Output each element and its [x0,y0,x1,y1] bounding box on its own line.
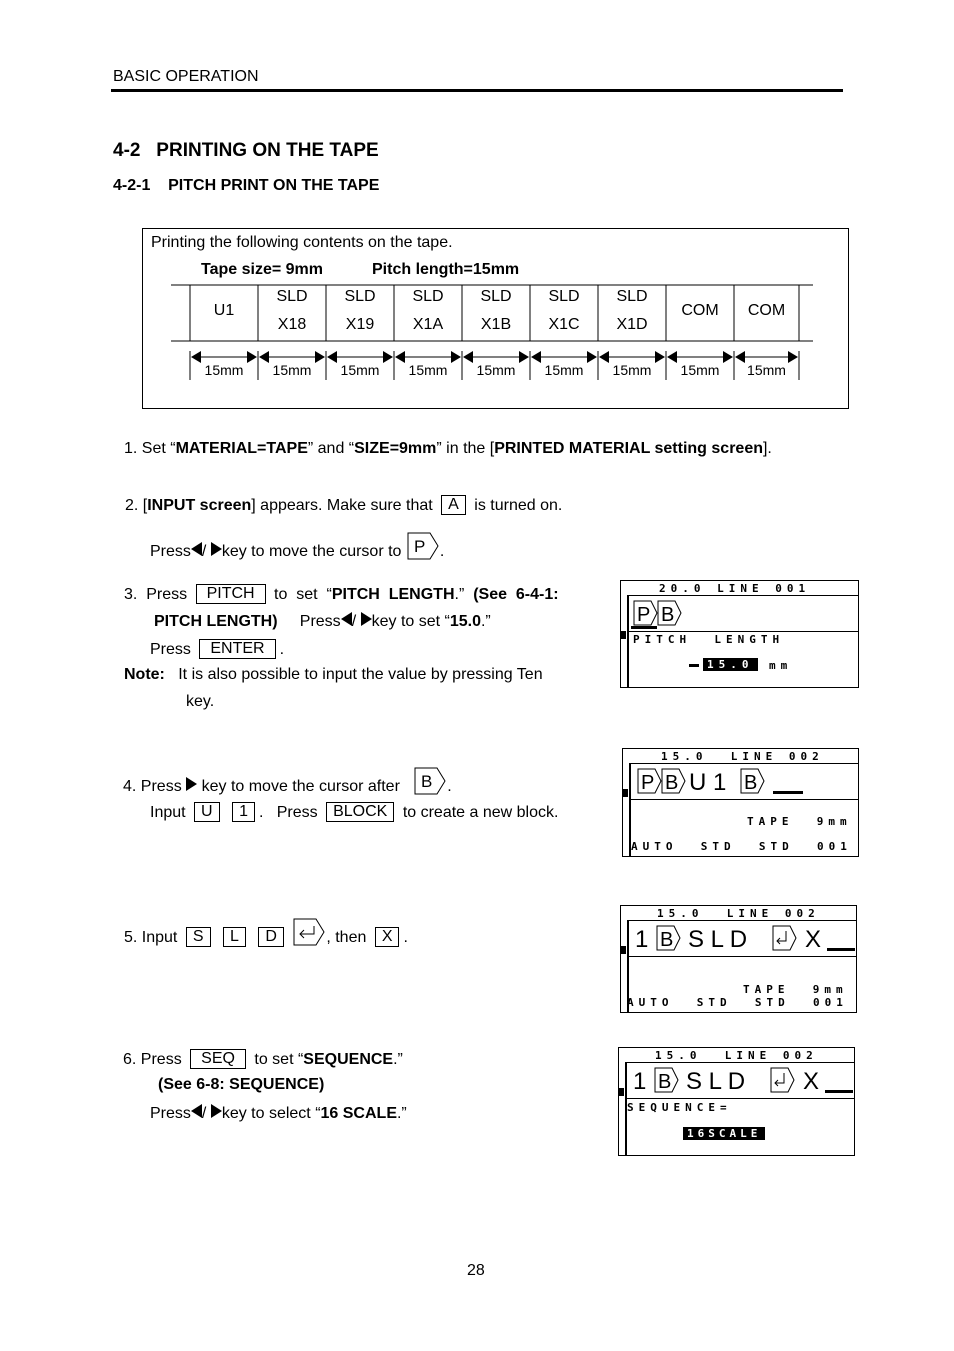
cell-bottom-label: X1C [548,316,580,333]
svg-text:B: B [661,604,675,626]
cell-bottom-label: X18 [277,316,307,333]
left-arrow-icon [191,1104,202,1118]
lcd-screen-4 [618,1047,855,1156]
lcd-bottom: AUTO STD STD 001 [627,996,848,1009]
svg-text:B: B [660,929,674,951]
step-4-line2: Input U 1 . Press BLOCK to create a new block. [150,803,559,821]
key-s: S [186,927,211,947]
svg-text:P: P [641,772,655,794]
cell-label: COM [681,302,719,319]
key-u: U [194,802,220,822]
svg-text:B: B [658,1071,672,1093]
lcd-unit: mm [769,659,793,672]
lcd-label: PITCH LENGTH [633,633,785,646]
right-arrow-icon [211,1104,222,1118]
section-title: 4-2 PRINTING ON THE TAPE [113,140,379,161]
lcd-tape: TAPE 9mm [743,983,848,996]
lcd-status: 15.0 LINE 002 [655,1049,818,1062]
left-arrow-icon [191,542,202,556]
step-5: 5. Input S L D , then X . [124,918,408,947]
lcd-screen-3 [620,905,857,1013]
cell-top-label: SLD [480,288,512,305]
cell-bottom-label: X1A [412,316,444,333]
pitch-label: 15mm [612,362,652,378]
lcd-value: 15.0 [703,658,758,671]
key-pitch: PITCH [196,584,266,604]
note-line2: key. [186,693,215,710]
key-enter: ENTER [199,639,275,659]
note: Note: It is also possible to input the value by pressing Ten [124,666,543,683]
step-6-ref: (See 6-8: SEQUENCE) [158,1076,325,1093]
p-block-icon [406,532,440,560]
key-d: D [258,927,284,947]
example-intro: Printing the following contents on the tape. [151,234,453,251]
step-3: 3. Press PITCH to set “PITCH LENGTH.” (See 6-4-1: [124,585,559,603]
lcd-status: 20.0 LINE 001 [659,582,811,595]
svg-text:1: 1 [635,926,649,953]
step-3-line3: Press ENTER . [150,640,285,658]
lcd-blocks [637,767,777,797]
cell-label: U1 [213,302,235,319]
key-block: BLOCK [326,802,394,822]
pitch-label: 15mm [408,362,448,378]
pitch-label: 15mm [544,362,584,378]
cell-top-label: SLD [616,288,648,305]
cell-bottom-label: X1D [616,316,648,333]
pitch-label: 15mm [340,362,380,378]
step-6: 6. Press SEQ to set “SEQUENCE.” [123,1050,403,1068]
svg-text:S L D: S L D [686,1068,746,1095]
cell-label: COM [747,302,786,319]
key-seq: SEQ [190,1049,246,1069]
lcd-status: 15.0 LINE 002 [661,750,824,763]
cell-bottom-label: X1B [480,316,512,333]
lcd-screen-2 [622,748,859,857]
svg-text:X: X [803,1068,820,1095]
header-rule [111,89,843,92]
running-header: BASIC OPERATION [113,68,259,85]
svg-text:P: P [413,537,426,556]
pitch-label: 15mm [204,362,244,378]
cell-top-label: SLD [548,288,580,305]
b-block-icon [413,767,447,795]
right-arrow-icon [361,612,372,626]
key-x: X [375,927,400,947]
lcd-content [633,924,855,954]
pitch-label: 15mm [476,362,516,378]
svg-text:B: B [421,772,433,791]
step-1: 1. Set “MATERIAL=TAPE” and “SIZE=9mm” in the [PRINTED MATERIAL setting screen]. [124,440,772,457]
lcd-value: 16SCALE [683,1127,765,1140]
left-arrow-icon [341,612,352,626]
svg-text:B: B [665,772,679,794]
lcd-content [631,1066,853,1096]
svg-text:B: B [744,772,758,794]
right-arrow-icon [186,777,197,791]
right-arrow-icon [211,542,222,556]
pitch-label: 15mm [680,362,720,378]
step-4: 4. Press key to move the cursor after B . [123,767,452,796]
cell-top-label: SLD [344,288,376,305]
subsection-title: 4-2-1 PITCH PRINT ON THE TAPE [113,177,380,194]
key-l: L [223,927,246,947]
lcd-screen-1 [620,580,859,688]
key-a: A [441,495,466,515]
cell-bottom-label: X19 [345,316,375,333]
svg-text:S L D: S L D [688,926,748,953]
svg-text:X: X [805,926,822,953]
step-2: 2. [INPUT screen] appears. Make sure that A is turned on. [125,496,563,514]
lcd-blocks [633,599,693,627]
page-number: 28 [467,1262,485,1279]
step-6-line3: Press / key to select “16 SCALE.” [150,1105,407,1122]
tape-size-label: Tape size= 9mm [201,261,323,278]
return-block-icon [292,918,326,946]
example-box [142,228,849,409]
svg-text:1: 1 [633,1068,647,1095]
step-2-cursor: Press / key to move the cursor to P . [150,532,444,561]
cell-top-label: SLD [412,288,444,305]
pitch-label: 15mm [272,362,312,378]
svg-text:P: P [637,604,651,626]
pitch-length-label: Pitch length=15mm [372,261,520,278]
lcd-status: 15.0 LINE 002 [657,907,820,920]
lcd-label: SEQUENCE= [627,1101,732,1114]
step-3-line2: PITCH LENGTH) Press / key to set “15.0.” [154,613,491,630]
key-1: 1 [232,802,255,822]
lcd-bottom: AUTO STD STD 001 [631,840,852,853]
cell-top-label: SLD [276,288,308,305]
lcd-tape: TAPE 9mm [747,815,852,828]
pitch-label: 15mm [747,362,786,378]
svg-text:U 1: U 1 [689,769,727,796]
